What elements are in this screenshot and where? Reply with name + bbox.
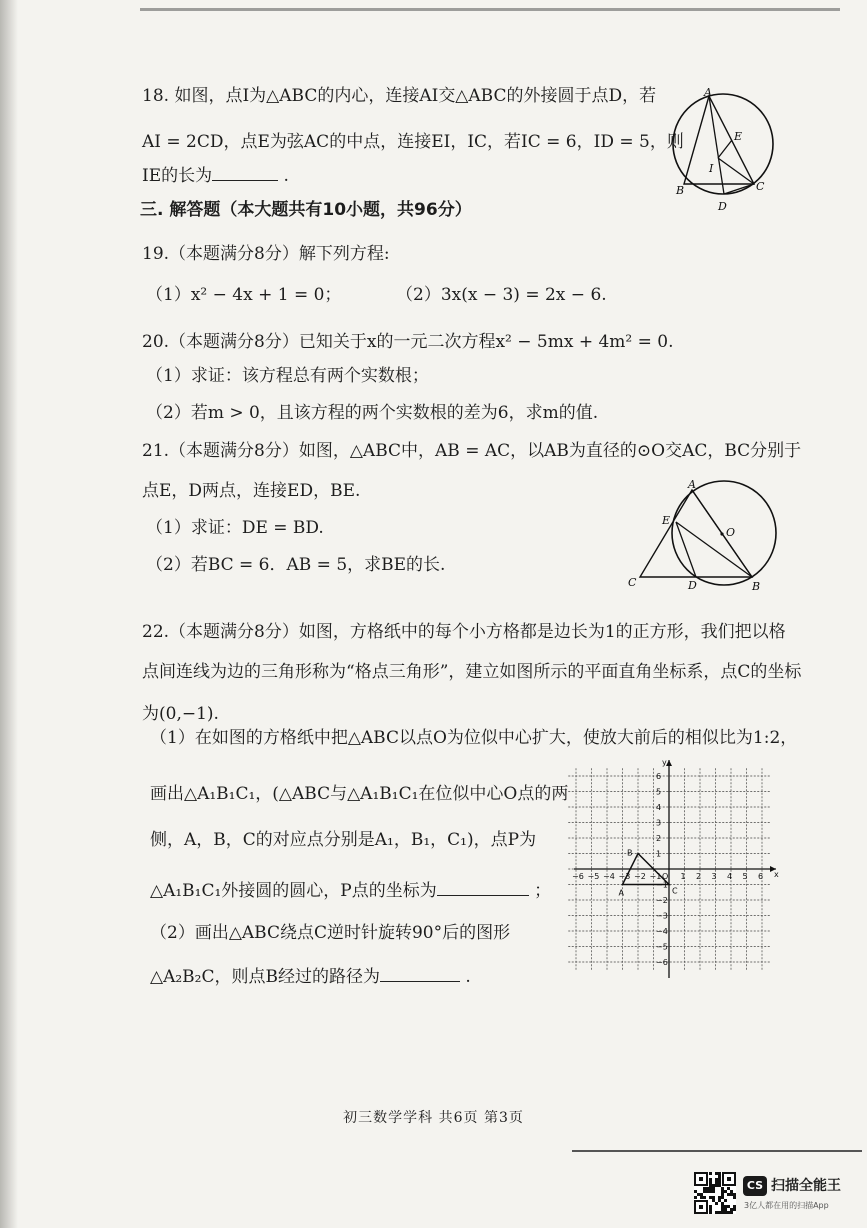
q22-x-label: x xyxy=(774,870,779,879)
scanner-tagline: 3亿人都在用的扫描App xyxy=(744,1201,829,1210)
q21-label-b: B xyxy=(752,580,761,593)
q22-line5: 画出△A₁B₁C₁，(△ABC与△A₁B₁C₁在位似中心O点的两 xyxy=(150,784,569,804)
section3-heading: 三. 解答题（本大题共有10小题，共96分） xyxy=(140,200,472,220)
page-footer: 初三数学学科 共6页 第3页 xyxy=(343,1110,524,1126)
x-tick-label: −4 xyxy=(603,872,615,881)
q22-label-a: A xyxy=(618,888,624,898)
page-shadow xyxy=(0,0,18,1228)
q22-line6: 侧，A，B，C的对应点分别是A₁，B₁，C₁)，点P为 xyxy=(150,830,537,850)
q18-line2: AI = 2CD，点E为弦AC的中点，连接EI，IC，若IC = 6，ID = 5，则 xyxy=(142,132,684,152)
x-tick-label: 2 xyxy=(696,872,702,881)
q18-figure xyxy=(666,86,782,216)
y-tick-label: 6 xyxy=(656,772,662,781)
y-tick-label: −2 xyxy=(656,896,668,905)
q22-line7-text: △A₁B₁C₁外接圆的圆心，P点的坐标为 xyxy=(150,881,437,901)
q20-stem: 20.（本题满分8分）已知关于x的一元二次方程x² − 5mx + 4m² = 0. xyxy=(142,332,674,352)
q22-y-label: y xyxy=(662,758,667,767)
q21-segment-be xyxy=(676,522,752,577)
x-tick-label: 5 xyxy=(742,872,748,881)
y-tick-label: 1 xyxy=(656,849,662,859)
q18-line3-text: IE的长为 xyxy=(142,166,213,186)
q21-label-a: A xyxy=(688,478,696,491)
q21-line1: 21.（本题满分8分）如图，△ABC中，AB = AC，以AB为直径的⊙O交AC，BC分别于 xyxy=(142,441,802,461)
q18-label-e: E xyxy=(734,130,743,143)
footer-rule xyxy=(572,1150,862,1152)
q18-segment-ie xyxy=(718,140,732,158)
y-tick-label: −3 xyxy=(656,911,668,921)
y-tick-label: 5 xyxy=(656,787,662,797)
y-tick-label: −6 xyxy=(656,958,668,967)
q22-line9-end: . xyxy=(465,967,471,987)
q22-line2: 点间连线为边的三角形称为“格点三角形”，建立如图所示的平面直角坐标系，点C的坐标 xyxy=(142,662,802,682)
q18-line1: 18. 如图，点I为△ABC的内心，连接AI交△ABC的外接圆于点D，若 xyxy=(142,86,657,106)
x-tick-label: 6 xyxy=(758,872,764,881)
q22-line1: 22.（本题满分8分）如图，方格纸中的每个小方格都是边长为1的正方形，我们把以格 xyxy=(142,622,786,642)
q18-line3-end: . xyxy=(283,166,289,186)
page-top-edge xyxy=(140,8,840,11)
q18-line3 xyxy=(142,164,289,188)
q18-answer-blank xyxy=(212,164,278,181)
q21-label-e: E xyxy=(662,514,671,527)
q22-label-c: C xyxy=(672,886,678,896)
q21-label-o: O xyxy=(726,526,736,539)
x-tick-label: −5 xyxy=(587,872,600,881)
q19-part1: （1）x² − 4x + 1 = 0； xyxy=(146,285,342,305)
q18-label-a: A xyxy=(704,86,712,99)
q20-part1: （1）求证：该方程总有两个实数根； xyxy=(146,366,429,386)
q22-origin-label: O xyxy=(662,872,669,881)
q22-path-blank xyxy=(380,965,460,982)
q22-line9-text: △A₂B₂C，则点B经过的路径为 xyxy=(150,967,380,987)
q18-label-c: C xyxy=(756,180,765,193)
q22-line3: 为(0,−1). xyxy=(142,704,219,724)
scanner-logo-icon: CS xyxy=(743,1176,767,1196)
x-tick-label: −3 xyxy=(618,872,631,881)
q21-figure xyxy=(624,476,784,594)
q22-line4: （1）在如图的方格纸中把△ABC以点O为位似中心扩大，使放大前后的相似比为1:2， xyxy=(150,728,798,748)
q22-line7 xyxy=(150,879,551,903)
q22-line9 xyxy=(150,965,471,989)
q18-label-b: B xyxy=(676,184,685,197)
q18-segment-ic xyxy=(718,158,754,184)
q21-part1: （1）求证：DE = BD. xyxy=(146,518,324,538)
q20-part2: （2）若m > 0，且该方程的两个实数根的差为6，求m的值. xyxy=(146,403,599,423)
scanner-app-name: 扫描全能王 xyxy=(771,1178,841,1194)
q22-label-b: B xyxy=(627,848,633,858)
x-tick-label: 4 xyxy=(727,872,733,881)
q22-p-coordinate-blank xyxy=(437,879,529,896)
q21-label-d: D xyxy=(688,579,697,592)
q19-stem: 19.（本题满分8分）解下列方程: xyxy=(142,244,390,264)
y-tick-label: 2 xyxy=(656,834,662,843)
q18-label-d: D xyxy=(718,200,727,213)
q21-part2: （2）若BC = 6．AB = 5，求BE的长. xyxy=(146,555,446,575)
y-tick-label: 4 xyxy=(656,803,662,812)
q21-center-point xyxy=(720,532,723,535)
q21-label-c: C xyxy=(628,576,637,589)
q22-line7-end: ； xyxy=(534,881,552,901)
q18-circumcircle xyxy=(673,94,773,194)
y-tick-label: −5 xyxy=(656,942,668,952)
x-tick-label: 3 xyxy=(711,872,717,881)
x-tick-label: −2 xyxy=(634,872,646,881)
q18-segment-dc xyxy=(724,184,754,194)
y-tick-label: −1 xyxy=(656,880,668,890)
q18-triangle-abc xyxy=(684,96,754,184)
q21-triangle-abc xyxy=(640,490,752,577)
q18-label-i: I xyxy=(709,162,714,175)
x-tick-label: 1 xyxy=(680,872,686,881)
x-tick-label: −6 xyxy=(572,872,584,881)
y-tick-label: 3 xyxy=(656,818,662,828)
x-tick-label: −1 xyxy=(649,872,662,881)
q19-part2: （2）3x(x − 3) = 2x − 6. xyxy=(396,285,607,305)
qr-code-icon xyxy=(694,1172,736,1214)
q22-line8: （2）画出△ABC绕点C逆时针旋转90°后的图形 xyxy=(150,923,511,943)
q21-line2: 点E，D两点，连接ED，BE. xyxy=(142,481,361,501)
y-tick-label: −4 xyxy=(656,927,668,936)
q22-grid-figure xyxy=(562,756,782,982)
q22-y-axis-arrow xyxy=(666,760,672,766)
